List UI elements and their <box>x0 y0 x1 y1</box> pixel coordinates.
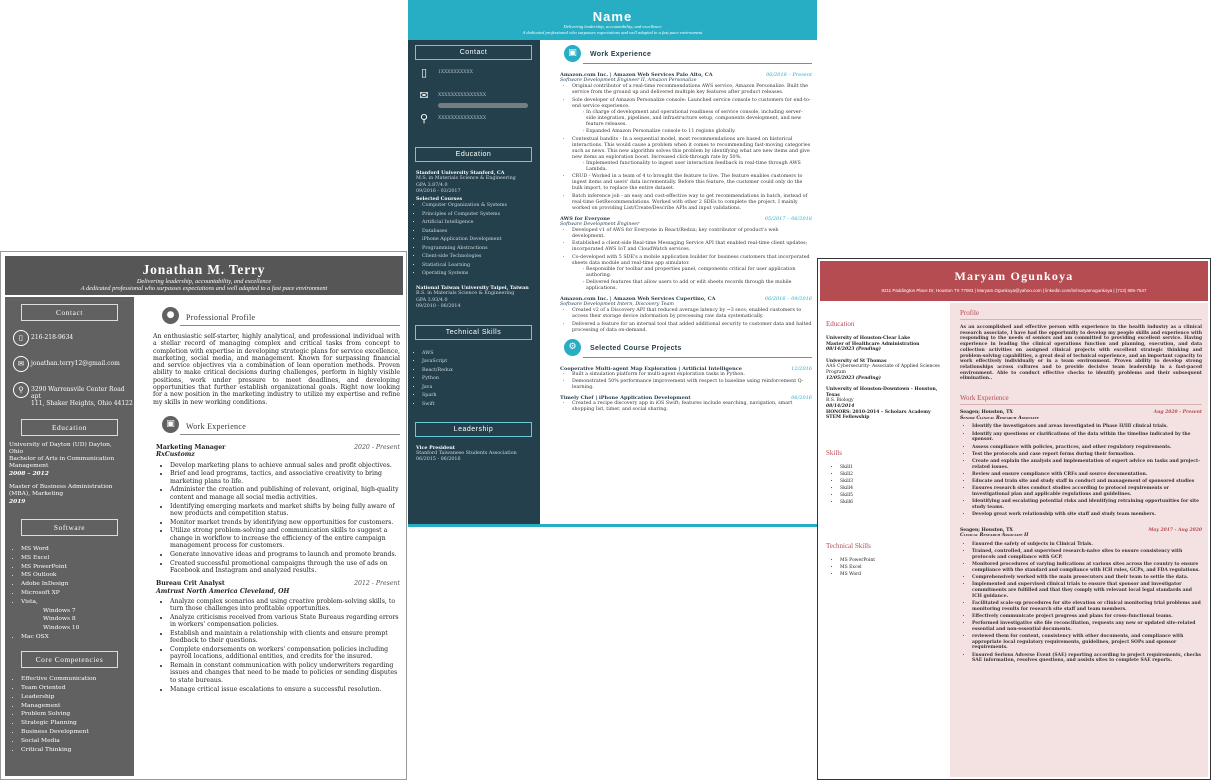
technical-skills-heading: Technical Skills <box>415 325 532 340</box>
education-entry: University of Dayton (UD) Dayton, Ohio Bachelor of Arts in Communication Management 2008 – 2012 Master of Business Administration (MBA), Marketing 2019 <box>9 442 115 505</box>
phone-icon: ▯ <box>420 66 428 79</box>
education-entry: University of St Thomas AAS Cybersecurity- Associate of Applied Sciences Program 12/05/2023 (Pending) <box>826 358 940 381</box>
profile-text: An enthusiastic self-starter, highly analytical, and professional individual with a stellar record of managing complex and critical tasks from concept to completion with expertise in developing strategic plans for service excellence, marketing, social media, and management. Known for surpassing financial and service objectives via a combination of lean operation methods. Proven ability to make critical decisions during challenges, perform in highly visible positions, work under pressure to meet deadlines, and developing opportunities that further establish organizational goals. Right now looking for a new position in the marketing industry to utilize my expertise and refine my skills in new working conditions. <box>153 333 400 406</box>
courses-list: ▪ Computer Organization & Systems ▪ Principles of Computer Systems ▪ Artificial Intelligence ▪ Databases ▪ iPhone Application Development ▪ Programming Abstractions ▪ Client-side Technologies ▪ Statistical Learning ▪ Operating Systems <box>408 202 540 277</box>
job-entry: Bureau Crit Analyst 2012 - Present Amtrust North America Cleveland, OH • Analyze complex scenarios and using creative problem-solving skills, to turn those challenges into profitable opportunities. • Analyze criticisms received from various State Bureaus regarding errors in workers' compensation policies. • Establish and maintain a relationship with clients and ensure prompt feedback to their questions. • Complete endorsements on workers' compensation policies including payroll locations, additional entities, and credits for the insured. • Remain in constant communication with policy underwriters regarding issues and changes that need to be made to policies or sending disputes to state bureaus. • Manage critical issue escalations to ensure a successful resolution. <box>156 580 400 693</box>
briefcase-icon: ▣ <box>162 416 179 433</box>
user-icon: ● <box>162 307 179 324</box>
redaction-bar <box>438 103 528 108</box>
software-list: • MS Word • MS Excel • MS PowerPoint • MS Outlook • Adobe InDesign • Microsoft XP • Vista, Windows 7 Windows 8 Windows 10 • Mac OSX <box>5 546 134 641</box>
contact-heading: Contact <box>415 45 532 60</box>
profile-text: As an accomplished and effective person with experience in the health industry as a clinical research associate, I have had the opportunity to develop my people skills and experience with responding to the needs of seniors and am committed to providing excellent service. Having experience in leading the clinical operations function and planning, execution, and data collection activities on assigned clinical projects with excellent strategic thinking and problem-solving capabilities, a great deal of technical experience, and an important capacity to work effectively individually or in a team environment. Proven ability to develop strong relationships across cultures and to provide decisive team leadership in a fast-paced environment. Able to conduct effective checks to identify problems and their subsequent elimination.. <box>960 325 1202 382</box>
leadership-entry: Vice President Stanford Taiwanese Students Association 06/2015 - 06/2016 <box>416 444 517 463</box>
education-heading: Education <box>415 147 532 162</box>
profile-heading: Profile <box>960 309 1202 320</box>
education-entry: University of Houston-Clear Lake Master of Healthcare Administration 08/14/2023 (Pending) <box>826 336 920 353</box>
tagline: Delivering leadership, accountability, and excellence <box>563 24 662 29</box>
job-entry: Amazon.com Inc. | Amazon Web Services Palo Alto, CA 06/2018 – Present Software Development Engineer II, Amazon Personalize • Original contributor of a real-time recommendations AWS service, Amazon Personalize. Built the service from the ground up and delivered multiple key features after product releases. • Sole developer of Amazon Personalize console: Launched service console to customers for end-to-end service experience. › In charge of development and operational readiness of service console, including server-side integration, pipelines, and infrastructure setup, components development, and new feature releases. › Expanded Amazon Personalize console to 11 regions globally. • Contextual bandits - In a sequential model, most recommendations are based on historical interactions. This would cause a problem when it comes to recommending fast-moving categories such as news. This new algorithm solves this problem by identifying what are new items and give new items an exploration boost. Increased click-through rate by 50%. › Implemented functionality to ingest user interaction feedback in real-time through AWS Lambda. • CRUD - Worked in a team of 4 to brought the feature to live. The feature enables customers to ingest items and users' data incrementally. Before this feature, the customer could only do the bulk import, to replace the entire dataset. • Batch inference job - an easy and cost-effective way to get recommendations in batch, instead of real-time GetRecommendations. Worked with other 2 SDEs to complete the project. I mainly worked on providing List/Create/Describe APIs and input validations. <box>560 72 812 212</box>
resume-sidebar <box>5 297 134 776</box>
software-heading: Software <box>21 519 118 536</box>
contact-phone: ▯ 216-218-9634 <box>5 327 134 353</box>
education-entry: National Taiwan University Taipei, Taiwan B.S. in Materials Science & Engineering GPA 3.93/4.0 09/2010 - 06/2014 <box>416 285 529 310</box>
gear-icon: ⚙ <box>564 339 581 356</box>
job-entry: Seagen; Houston, TX Aug 2020 - Present Senior Clinical Research Associate • Identify the investigators and areas investigated in Phase II/III clinical trials. • Identify any questions or clarifications of the data within the timeline indicated by the sponsor. • Assess compliance with policies, practices, and other regulatory requirements. • Test the protocols and case report forms during their formation. • Create and explain the analysis and implementation of expert advice on tasks and project-related issues. • Review and ensure compliance with CRFs and source documentation. • Educate and train site and study staff in conduct and management of sponsored studies • Ensures research sites conduct studies according to protocol requirements or investigational plan and applicable regulations and guidelines. • Identifying and escalating potential risks and identifying retraining opportunities for site study teams. • Develop great work relationship with site staff and study team members. <box>960 410 1202 518</box>
education-entry: University of Houston-Downtown - Houston, Texas B.S. Biology 08/14/2014 HONORS: 2010-2014 – Scholars Academy STEM Fellowship <box>826 387 938 421</box>
contact-phone: ▯ 1XXXXXXXXXX <box>408 64 540 87</box>
education-heading: Education <box>21 419 118 436</box>
work-experience-section: ▣ Work Experience <box>550 44 812 68</box>
resume-main <box>950 303 1208 777</box>
work-experience-heading: Work Experience <box>960 394 1202 405</box>
contact-heading: Contact <box>21 304 118 321</box>
job-entry: Amazon.com Inc. | Amazon Web Services Cupertino, CA 06/2016 – 09/2016 Software Development Intern, Discovery Team • Created v2 of a Discovery API that reduced average latency by ~3 secs; enabled customers to access their storage device information by processing raw data systematically. • Delivered a feature for an internal tool that added additional security to customer data and halted processing of data on-demand. <box>560 296 812 334</box>
education-heading: Education <box>826 320 855 328</box>
profile-section: ● Professional Profile <box>140 305 400 329</box>
resume-sidebar <box>820 303 950 777</box>
mail-icon: ✉ <box>13 356 29 372</box>
location-pin-icon: ⚲ <box>13 382 29 398</box>
job-entry: Seagen; Houston, TX May 2017 - Aug 2020 Clinical Research Associate II • Ensured the safety of subjects in Clinical Trials. • Trained, controlled, and supervised research-naive sites to ensure consistency with protocols and compliance with GCP. • Monitored procedures of varying indications at various sites across the country to ensure compliance with the standard and compliance with ICH rules, GCPs, and FDA regulations. • Comprehensively worked with the main prosecutors and their team to settle the data. • Implemented and supervised clinical trials to ensure that sponsor and investigator commitments are fulfilled and that they comply with relevant local legal standards and ICH guidance. • Facilitated scale-up procedures for site elevation or clinical monitoring trial problems and monitoring results for research site staff and team members. • Effectively communicate project progress and plans for cross-functional teams. • Performed investigative site file reconciliation, requests any new or updated site-related essential and non-essential documents. • reviewed them for content, consistency with other documents, and compliance with appropriate local regulatory requirements, guidelines, project SOPs and sponsor requirements. • Ensured Serious Adverse Event (SAE) reporting according to project requirements, checks SAE information, resolves questions, and assists sites to complete SAE reports. <box>960 528 1202 664</box>
resume-name: Name <box>592 9 633 24</box>
contact-line: 8211 Paddington Place Dr, Houston TX 77083 | Maryam.Ogunkoya@yahoo.com | linkedin.com/in/maryamogunkoya | (713) 885-7547 <box>881 288 1147 293</box>
skills-list: ▪ AWS ▪ JavaScript ▪ React/Redux ▪ Python ▪ Java ▪ Spark ▪ Swift <box>408 350 540 408</box>
tagline-secondary: A dedicated professional who surpasses expectations and well adapted to a fast pace environment <box>80 285 328 292</box>
contact-email: ✉ jonathan.terry12@gmail.com <box>5 353 134 379</box>
tagline-secondary: A dedicated professional who surpasses expectations and well adapted to a fast pace environment <box>522 30 703 35</box>
location-pin-icon: ⚲ <box>419 112 429 125</box>
resume-name: Jonathan M. Terry <box>142 262 266 277</box>
briefcase-icon: ▣ <box>564 45 581 62</box>
contact-email: ✉ XXXXXXXXXXXXXXX <box>408 87 540 110</box>
resume-header <box>820 261 1208 301</box>
resume-maryam-document <box>817 258 1211 780</box>
leadership-heading: Leadership <box>415 422 532 437</box>
course-projects-section: ⚙ Selected Course Projects <box>550 338 812 362</box>
core-competencies-heading: Core Competencies <box>21 651 118 668</box>
technical-skills-list: • MS PowerPoint • MS Excel • MS Word <box>826 558 946 578</box>
job-entry: Marketing Manager 2020 - Present RxCustomz • Develop marketing plans to achieve annual sales and profit objectives. • Brief and lead programs, tactics, and associative creativity to bring marketing plans to life. • Administer the creation and publishing of relevant, original, high-quality content and manage all social media activities. • Identifying emerging markets and market shifts by being fully aware of new products and competition status. • Monitor market trends by identifying new opportunities for customers. • Utilize strong problem-solving and communication skills to suggest a change in workflow to increase the efficiency of the entire campaign management process for customers. • Generate innovative ideas and programs to launch and promote brands. • Created successful promotional campaigns through the use of ads on Facebook and Instagram and analyzed results. <box>156 444 400 574</box>
resume-main <box>540 40 817 524</box>
resume-header <box>5 256 403 295</box>
resume-name: Maryam Ogunkoya <box>954 269 1074 283</box>
job-entry: AWS for Everyone 05/2017 – 06/2018 Software Development Engineer • Developed v1 of AWS for Everyone in React/Redux; key contributor of product's web development. • Established a client-side Real-time Messaging Service API that enabled real-time client updates; incorporated AWS IoT and CloudWatch services. • Co-developed with 5 SDE's a mobile application builder for business customers that incorporated sheets data module and real-time app simulator. › Responsible for toolbar and properties panel, components critical for user application authoring. › Delivered features that allow users to add or edit sheets records through the mobile applications. <box>560 216 812 293</box>
tagline: Delivering leadership, accountability, and excellence <box>136 278 272 285</box>
project-entry: Cooperative Multi-agent Map Exploration | Artificial Intelligence 12/2016 • Built a simulation platform for multi-agent exploration tasks in Python. • Demonstrated 50% performance improvement with respect to baseline using reinforcement Q-learning. <box>560 366 812 392</box>
resume-name-document <box>408 0 817 527</box>
core-competencies-list: • Effective Communication • Team Oriented • Leadership • Management • Problem Solving • Strategic Planning • Business Development • Social Media • Critical Thinking <box>5 676 134 754</box>
phone-icon: ▯ <box>13 330 29 346</box>
resume-jonathan-document <box>0 251 407 780</box>
mail-icon: ✉ <box>419 89 429 102</box>
contact-address: ⚲ 3290 Warrensvile Center Road apt 111, Shaker Heights, Ohio 44122 <box>5 379 134 405</box>
resume-sidebar <box>408 40 540 524</box>
skills-heading: Skills <box>826 448 842 457</box>
project-entry: Timely Chef | iPhone Application Development 06/2016 • Created a recipe discovery app in iOS Swift; features include searching, navigation, smart shopping list, timer, and social sharing. <box>560 395 812 413</box>
education-entry: Stanford University Stanford, CA M.S. in Materials Science & Engineering GPA 3.87/4.0 09/2016 - 03/2017 Selected Courses <box>416 170 516 202</box>
technical-skills-heading: Technical Skills <box>826 541 871 550</box>
resume-main <box>140 297 400 779</box>
contact-address: ⚲ XXXXXXXXXXXXXXX <box>419 112 487 125</box>
skills-list: • Skill1 • Skill2 • Skill3 • Skill4 • Skill5 • Skill6 <box>826 465 946 506</box>
work-experience-section: ▣ Work Experience <box>140 414 400 438</box>
resume-header <box>408 0 817 40</box>
